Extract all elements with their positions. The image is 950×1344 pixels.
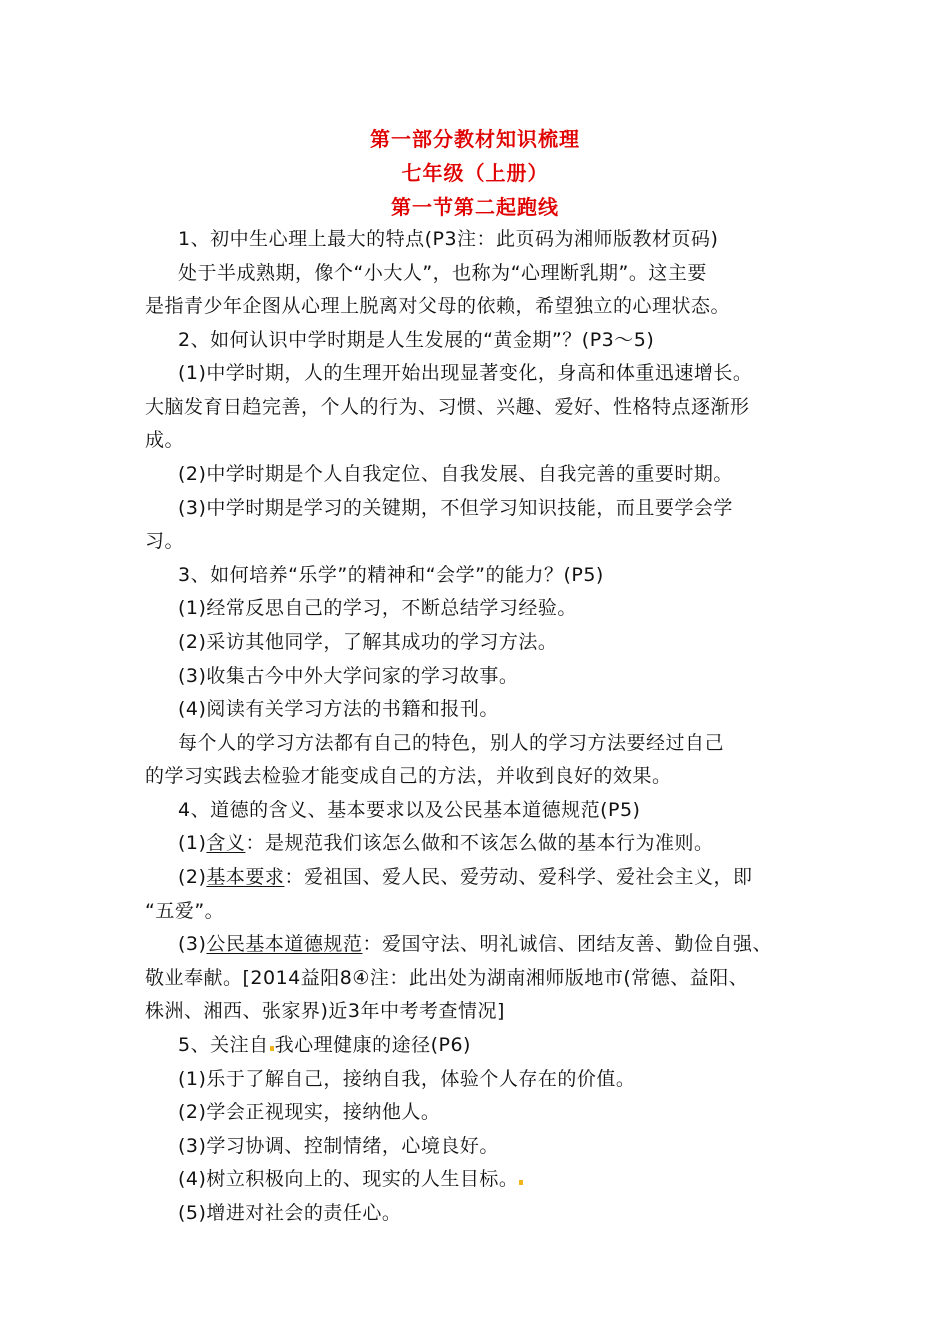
question-4: 4、道德的含义、基本要求以及公民基本道德规范(P5) [178, 799, 641, 821]
term-moral-norms: 公民基本道德规范 [206, 933, 363, 955]
term-meaning: 含义 [206, 832, 246, 854]
answer-5-4-text: (4)树立积极向上的、现实的人生目标。 [178, 1168, 519, 1190]
answer-2-3-b: 习。 [145, 530, 185, 552]
part-title: 第一部分教材知识梳理 [370, 127, 580, 151]
answer-5-3: (3)学习协调、控制情绪，心境良好。 [178, 1135, 499, 1157]
answer-5-5: (5)增进对社会的责任心。 [178, 1202, 402, 1224]
answer-3-para-a: 每个人的学习方法都有自己的特色，别人的学习方法要经过自己 [178, 732, 725, 754]
question-1: 1、初中生心理上最大的特点(P3注：此页码为湘师版教材页码) [178, 228, 719, 250]
question-3: 3、如何培养“乐学”的精神和“会学”的能力？(P5) [178, 564, 604, 586]
section-title: 第一节第二起跑线 [391, 195, 559, 219]
answer-2-2: (2)中学时期是个人自我定位、自我发展、自我完善的重要时期。 [178, 463, 733, 485]
answer-2-3-a: (3)中学时期是学习的关键期，不但学习知识技能，而且要学会学 [178, 497, 733, 519]
answer-4-3-c: 株洲、湘西、张家界)近3年中考考查情况] [145, 1000, 505, 1022]
answer-4-3-b: 敬业奉献。[2014益阳8④注：此出处为湖南湘师版地市(常德、益阳、 [145, 967, 749, 989]
answer-2-1-b: 大脑发育日趋完善，个人的行为、习惯、兴趣、爱好、性格特点逐渐形 [145, 396, 750, 418]
answer-3-3: (3)收集古今中外大学问家的学习故事。 [178, 665, 519, 687]
term-basic-requirements: 基本要求 [206, 866, 285, 888]
question-5-part-a: 5、关注自 [178, 1034, 269, 1056]
answer-2-1-c: 成。 [145, 429, 185, 451]
question-5-part-b: 我心理健康的途径(P6) [274, 1034, 471, 1056]
question-2: 2、如何认识中学时期是人生发展的“黄金期”？(P3～5) [178, 329, 655, 351]
answer-3-2: (2)采访其他同学，了解其成功的学习方法。 [178, 631, 558, 653]
answer-4-3 [178, 929, 772, 956]
highlight-mark [270, 1046, 274, 1051]
item-number: (3) [178, 933, 207, 955]
item-number: (1) [178, 832, 207, 854]
answer-4-2-b: “五爱”。 [145, 900, 225, 922]
answer-5-1: (1)乐于了解自己，接纳自我，体验个人存在的价值。 [178, 1068, 636, 1090]
term-definition: ：爱祖国、爱人民、爱劳动、爱科学、爱社会主义，即 [284, 866, 753, 888]
answer-3-para-b: 的学习实践去检验才能变成自己的方法，并收到良好的效果。 [145, 765, 672, 787]
answer-3-1: (1)经常反思自己的学习，不断总结学习经验。 [178, 597, 577, 619]
answer-5-4 [178, 1164, 524, 1191]
highlight-mark [519, 1180, 523, 1185]
term-definition: ：爱国守法、明礼诚信、团结友善、勤俭自强、 [362, 933, 772, 955]
term-definition: ：是规范我们该怎么做和不该怎么做的基本行为准则。 [245, 832, 714, 854]
answer-4-1 [178, 828, 713, 855]
answer-3-4: (4)阅读有关学习方法的书籍和报刊。 [178, 698, 499, 720]
question-5 [178, 1030, 471, 1057]
answer-5-2: (2)学会正视现实，接纳他人。 [178, 1101, 441, 1123]
grade-title: 七年级（上册） [401, 161, 549, 185]
answer-1-line-a: 处于半成熟期，像个“小大人”，也称为“心理断乳期”。这主要 [178, 262, 707, 284]
item-number: (2) [178, 866, 207, 888]
answer-4-2 [178, 862, 752, 889]
answer-1-line-b: 是指青少年企图从心理上脱离对父母的依赖，希望独立的心理状态。 [145, 295, 731, 317]
answer-2-1-a: (1)中学时期，人的生理开始出现显著变化，身高和体重迅速增长。 [178, 362, 753, 384]
